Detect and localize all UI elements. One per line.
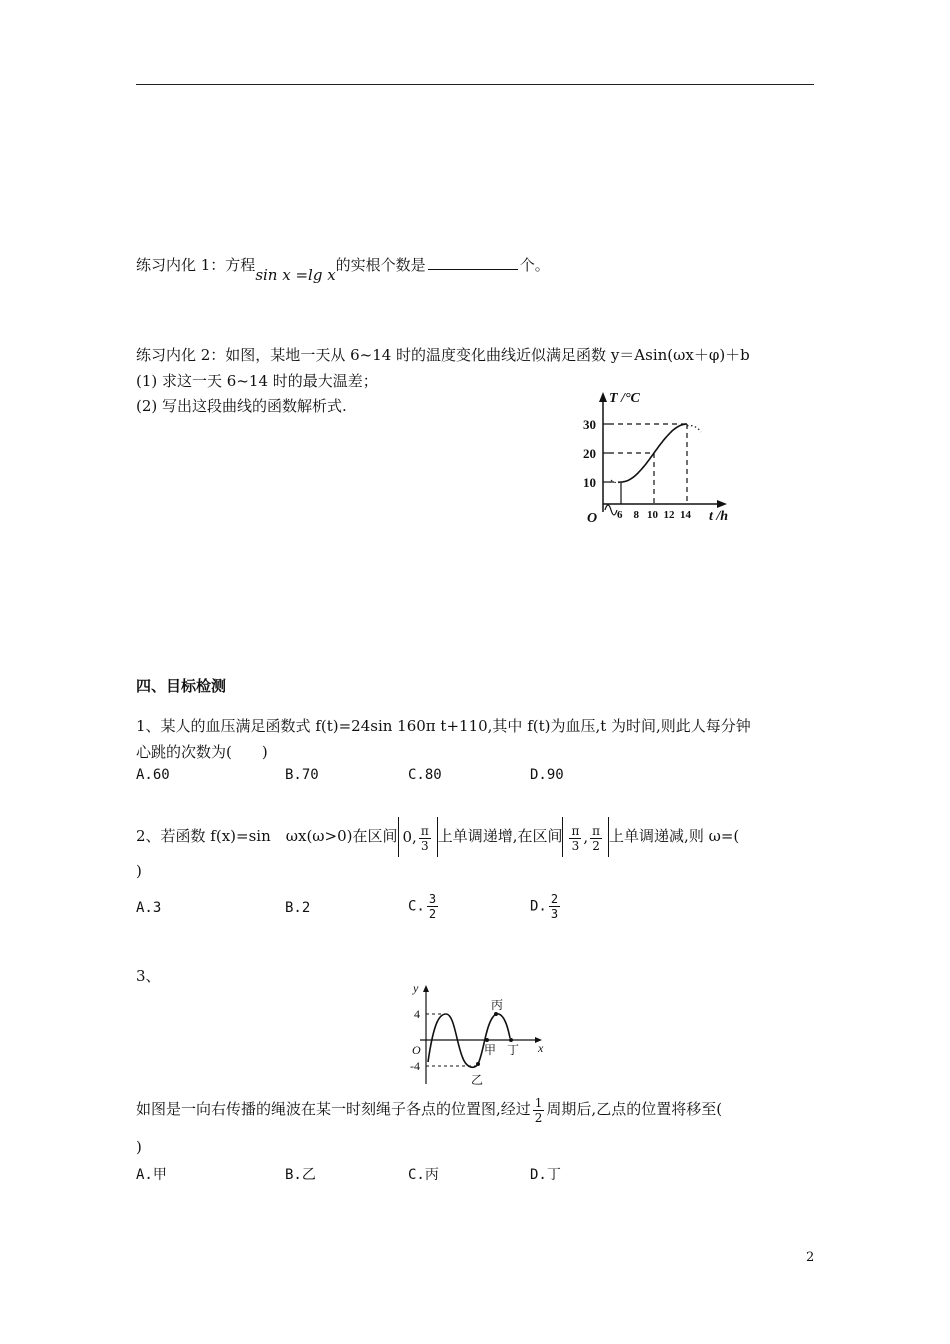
x-axis-title: t /h — [709, 509, 729, 524]
x-tick-label: 12 — [663, 509, 675, 521]
q1-text-b: 心跳的次数为( ) — [136, 743, 268, 761]
q1-option-a: A.60 — [136, 767, 170, 783]
x-tick-label: 6 — [617, 509, 623, 521]
y-tick-label: 20 — [583, 446, 596, 461]
answer-blank — [428, 255, 518, 270]
wave-y-label: y — [413, 981, 419, 995]
wave-point-yi — [476, 1062, 480, 1066]
exercise-2-intro: 练习内化 2：如图，某地一天从 6~14 时的温度变化曲线近似满足函数 y＝Asin(ωx＋φ)＋b — [136, 346, 750, 364]
point-jia: 甲 — [484, 1043, 497, 1057]
y-axis-arrow — [599, 392, 607, 402]
q3-option-c: C.丙 — [408, 1167, 439, 1183]
wave-origin: O — [412, 1043, 421, 1057]
curve-right-dotted — [687, 426, 701, 432]
q3-number: 3、 — [136, 967, 161, 985]
point-ding: 丁 — [507, 1043, 520, 1057]
interval-2: $\frac{\pi}{3}$ , $\frac{\pi}{2}$ — [562, 817, 609, 857]
point-bing: 丙 — [491, 998, 504, 1012]
interval-1: 0, $\frac{\pi}{3}$ — [398, 817, 438, 857]
exercise-1: 练习内化 1：方程sin x =lg x的实根个数是 个。 — [136, 256, 550, 284]
q1-option-b: B.70 — [285, 767, 319, 783]
axis-break — [605, 505, 617, 515]
q2-close: ) — [136, 862, 142, 880]
q1-text-a: 1、某人的血压满足函数式 f(t)=24sin 160π t+110,其中 f(t)为血压,t 为时间,则此人每分钟 — [136, 717, 751, 735]
q3-option-d: D.丁 — [530, 1167, 561, 1183]
q1-option-c: C.80 — [408, 767, 442, 783]
equation: sin x =lg x — [255, 266, 336, 284]
point-yi: 乙 — [471, 1073, 484, 1087]
page-number: 2 — [806, 1250, 815, 1265]
wave-bottom-label: -4 — [410, 1059, 420, 1073]
x-tick-label: 8 — [633, 509, 639, 521]
q1-option-d: D.90 — [530, 767, 564, 783]
wave-y-arrow — [423, 985, 429, 992]
wave-point-jia — [485, 1038, 489, 1042]
q3-close: ) — [136, 1138, 142, 1156]
q2-stem: 2、若函数 f(x)=sin ωx(ω>0)在区间 0, $\frac{\pi}{3}$ 上单调递增,在区间 $\frac{\pi}{3}$ , $\frac{\pi}{2}$ 上单调递减,则 ω=( — [136, 816, 739, 857]
origin-label: O — [587, 511, 598, 526]
q2-option-a: A.3 — [136, 900, 162, 916]
exercise-2-q2: (2) 写出这段曲线的函数解析式. — [136, 397, 347, 415]
q3-option-b: B.乙 — [285, 1167, 316, 1183]
q2-option-b: B.2 — [285, 900, 311, 916]
y-axis-title: T /°C — [609, 391, 640, 406]
wave-point-ding — [509, 1038, 513, 1042]
wave-point-bing — [494, 1012, 498, 1016]
section-title: 四、目标检测 — [136, 677, 227, 695]
y-tick-label: 30 — [583, 417, 596, 432]
exercise-2-q1: (1) 求这一天 6~14 时的最大温差； — [136, 372, 378, 390]
x-axis-arrow — [717, 500, 727, 508]
q3-stem: 如图是一向右传播的绳波在某一时刻绳子各点的位置图,经过 $\frac{1}{2}$ 周期后,乙点的位置将移至( — [136, 1095, 723, 1125]
x-tick-label: 10 — [647, 509, 658, 521]
q2-option-c: C. $\frac{3}{2}$ — [408, 892, 437, 921]
y-tick-label: 10 — [583, 475, 596, 490]
wave-diagram — [400, 980, 560, 1090]
wave-x-label: x — [538, 1041, 544, 1055]
wave-top-label: 4 — [414, 1007, 420, 1021]
x-tick-label: 14 — [680, 509, 691, 521]
temperature-chart — [575, 380, 755, 530]
header-rule — [136, 84, 814, 85]
q3-option-a: A.甲 — [136, 1167, 167, 1183]
q2-option-d: D. $\frac{2}{3}$ — [530, 892, 559, 921]
